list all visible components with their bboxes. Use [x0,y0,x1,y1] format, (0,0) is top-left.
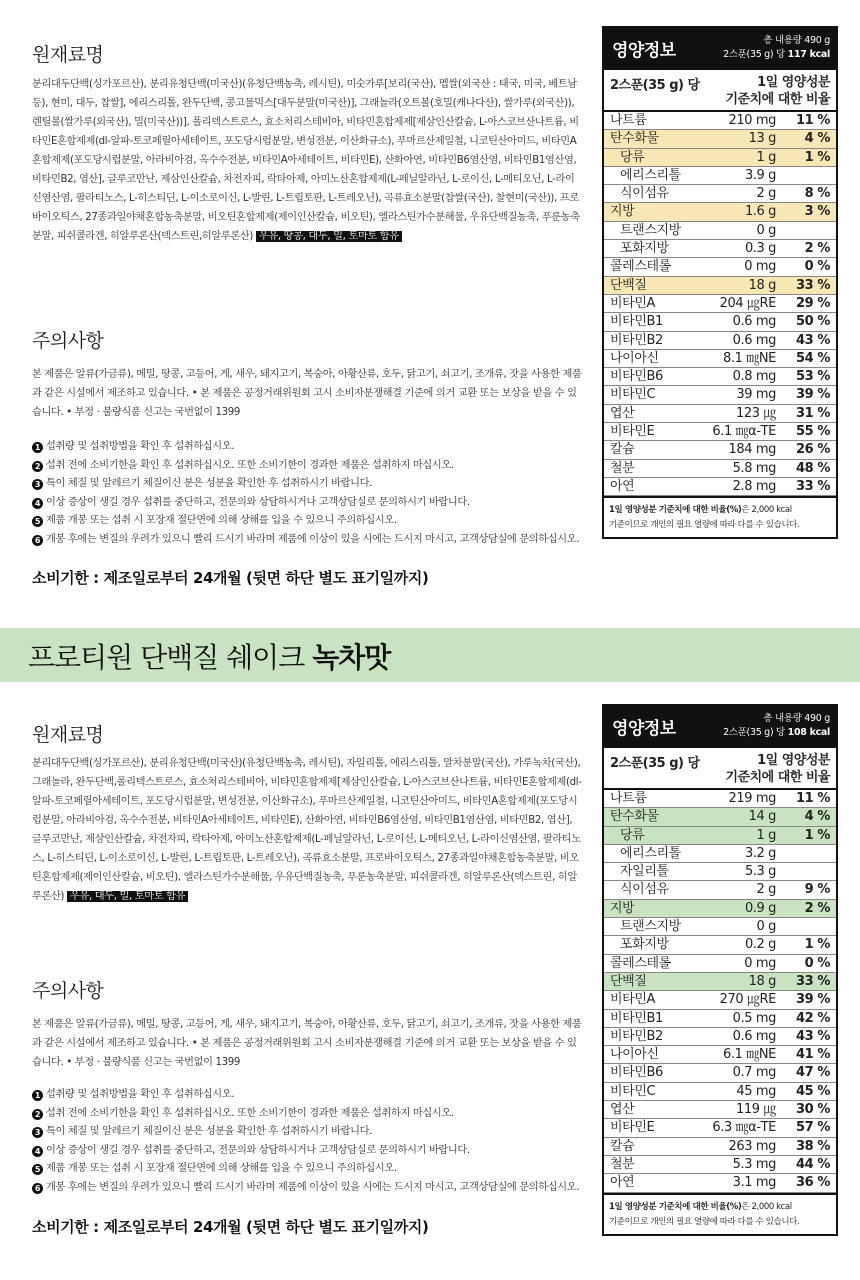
nutrition-header [604,28,836,70]
nutrient-amount: 3.2 g [744,845,776,861]
nutrient-name: 비타민B1 [610,1010,663,1026]
nutrient-row [604,881,836,899]
nutrient-amount: 0 g [756,919,776,935]
nutrient-amount: 6.1 ㎎α-TE [712,424,776,440]
daily-value-label-1: 1일 영양성분 [757,753,830,768]
nutrient-percent: 42 % [795,1010,830,1026]
product-title-band [0,628,860,682]
nutrient-percent: 11 % [795,791,830,806]
nutrient-name: 식이섬유 [620,882,669,898]
nutrient-row [604,918,836,936]
nutrient-row [604,350,836,368]
nutrient-amount: 0 mg [744,955,776,971]
notice-item [32,1179,592,1198]
number-badge: 5 [32,1164,43,1175]
caution-title: 주의사항 [32,330,104,352]
nutrient-name: 비타민B2 [610,332,663,348]
nutrient-row [604,790,836,808]
nutrient-amount: 18 g [748,277,776,293]
nutrient-name: 비타민A [610,295,655,311]
nutrient-amount: 0.7 mg [732,1065,776,1081]
notice-text: 제품 개봉 또는 섭취 시 포장재 절단면에 의해 상해를 입을 수 있으니 주의하십시오. [46,1163,397,1175]
notice-text: 개봉 후에는 변질의 우려가 있으니 빨리 드시기 바라며 제품에 이상이 있을 시에는 드시지 마시고, 고객상담실에 문의하십시오. [46,533,580,545]
nutrient-name: 콜레스테롤 [610,955,671,971]
notice-text: 섭취량 및 섭취방법을 확인 후 섭취하십시오. [46,441,235,452]
nutrient-row [604,368,836,386]
caution-title: 주의사항 [32,980,104,1002]
nutrient-amount: 219 mg [728,791,776,806]
nutrition-subheader [604,70,836,112]
serving-size: 2스푼(35 g) 당 [723,49,788,60]
nutrient-amount: 184 mg [728,442,776,458]
caution-text: 본 제품은 알류(가금류), 메밀, 땅콩, 고등어, 게, 새우, 돼지고기, 복숭아, 아황산류, 호두, 닭고기, 쇠고기, 조개류, 잣을 사용한 제품과 같은 시설에서 제조하고 있습니다. • 본 제품은 공정거래위원회 고시 소비자분쟁해결 기준에 의거 교환 또는 보상을 받을 수 있습니다. • 부정 · 불량식품 신고는 국번없이 1399 [32,1019,582,1068]
nutrient-percent: 0 % [804,259,830,275]
footnote-bold: 1일 영양성분 기준치에 대한 비율(%) [609,505,742,516]
nutrient-name: 나이아신 [610,350,659,366]
footnote-bold: 1일 영양성분 기준치에 대한 비율(%) [609,1201,742,1212]
nutrient-amount: 8.1 ㎎NE [723,350,776,366]
nutrient-row [604,222,836,240]
nutrient-row [604,1138,836,1156]
nutrient-row [604,423,836,441]
expiry-text: 소비기한 : 제조일로부터 24개월 (뒷면 하단 별도 표기일까지) [32,1218,429,1236]
ingredients-title: 원재료명 [32,44,104,66]
nutrient-name: 트랜스지방 [620,919,681,935]
nutrient-row [604,203,836,221]
nutrient-row [604,167,836,185]
nutrient-name: 탄수화물 [610,131,659,147]
nutrient-amount: 0.9 g [744,900,776,916]
nutrient-amount: 204 ㎍RE [719,295,776,311]
nutrient-amount: 14 g [748,809,776,825]
number-badge: 6 [32,535,43,546]
nutrient-amount: 0.6 mg [732,332,776,348]
nutrient-amount: 5.8 mg [732,460,776,476]
notice-item [32,1105,592,1124]
footnote-rest: 은 2,000 kcal [741,505,792,516]
nutrient-percent: 36 % [795,1175,830,1191]
footnote-line-1 [609,503,831,518]
footnote-line-2: 기준이므로 개인의 필요 열량에 따라 다를 수 있습니다. [609,1216,800,1227]
number-badge: 2 [32,1109,43,1120]
ingredients-text [32,75,580,246]
nutrient-percent: 33 % [795,277,830,293]
number-badge: 4 [32,1146,43,1157]
nutrient-amount: 210 mg [728,113,776,128]
footnote-line-1 [609,1200,831,1215]
product-title [28,636,390,676]
ingredients-body: 분리대두단백(싱가포르산), 분리유청단백(미국산)(유청단백농축, 레시틴), 자일리톨, 에리스리톨, 말차분말(국산), 가루녹차(국산), 그래놀라, 완두단백,폴리덱스트로스, 효소처리스테비아, 비타민혼합제제[제삼인산칼슘, L-아스코브산나트륨, 비타민E혼합제제(dl-알파-토코페릴아세테이트, 포도당시럽분말, 변성전분, 이산화규소), 푸마르산제일철, 니코틴산아미드, 비타민A혼합제제(포도당시럽분말, 아라비아검, 옥수수전분, 비타민A아세테이트, 비타민E), 산화아연, 비타민B6염산염, 비타민B1염산염, 비타민B2, 엽산], 글루코만난, 제삼인산칼슘, 차전자피, 락타아제, 아미노산혼합제제(L-페닐알라닌, L-로이신, L-메티오닌, L-라이신염산염, 팔라티노스, L-히스티딘, L-이소로이신, L-발린, L-트립토판, L-트레오닌), 곡류효소분말, 프로바이오틱스, 27종과일야채혼합농축분말, 비오틴혼합제제(제이인산칼슘, 비오틴), 엘라스틴가수분해물, 우유단백질농축, 푸룬농축분말, 피쉬콜라겐, 히알루론산(덱스트린, 히알루론산) [32,758,582,902]
number-badge: 1 [32,442,43,453]
nutrient-row [604,991,836,1009]
nutrient-name: 엽산 [610,405,635,421]
nutrient-name: 비타민B1 [610,314,663,330]
notice-item [32,531,592,550]
nutrient-amount: 13 g [748,131,776,147]
nutrient-name: 지방 [610,900,635,916]
notice-text: 이상 증상이 생길 경우 섭취를 중단하고, 전문의와 상담하시거나 고객상담실로 문의하시기 바랍니다. [46,1144,470,1156]
footnote-line-2: 기준이므로 개인의 필요 열량에 따라 다를 수 있습니다. [609,520,800,531]
nutrient-percent: 45 % [795,1083,830,1099]
nutrient-amount: 2 g [756,186,776,202]
daily-value-label [725,752,830,786]
nutrient-percent: 2 % [804,241,830,257]
nutrient-percent: 48 % [795,460,830,476]
nutrient-amount: 0.5 mg [732,1010,776,1026]
nutrient-row [604,827,836,845]
nutrient-amount: 0.6 mg [732,314,776,330]
notice-text: 섭취량 및 섭취방법을 확인 후 섭취하십시오. [46,1089,235,1100]
nutrient-row [604,808,836,826]
number-badge: 1 [32,1090,43,1101]
footnote-rest: 은 2,000 kcal [741,1201,792,1212]
nutrient-name: 비타민E [610,1120,655,1136]
notice-text: 특이 체질 및 알레르기 체질이신 분은 성분을 확인한 후 섭취하시기 바랍니다. [46,478,372,490]
notice-item [32,1160,592,1179]
product-title-flavor: 녹차맛 [312,641,391,674]
nutrient-row [604,313,836,331]
nutrient-percent: 29 % [795,295,830,311]
nutrient-row [604,973,836,991]
nutrient-amount: 1.6 g [744,204,776,220]
number-badge: 4 [32,498,43,509]
notice-item [32,438,592,457]
nutrient-row [604,1028,836,1046]
nutrient-name: 탄수화물 [610,809,659,825]
nutrient-name: 에리스리톨 [620,167,681,183]
product-title-regular: 프로티원 단백질 쉐이크 [28,641,313,674]
nutrient-row [604,936,836,954]
nutrient-amount: 1 g [756,827,776,843]
nutrient-name: 비타민C [610,1083,656,1099]
nutrient-name: 철분 [610,1156,635,1172]
nutrition-header [604,706,836,748]
nutrient-row [604,332,836,350]
nutrient-name: 지방 [610,204,635,220]
nutrient-percent: 4 % [804,131,830,147]
daily-value-label-2: 기준치에 대한 비율 [725,770,830,785]
nutrient-amount: 5.3 g [744,864,776,880]
notice-text: 개봉 후에는 변질의 우려가 있으니 빨리 드시기 바라며 제품에 이상이 있을 시에는 드시지 마시고, 고객상담실에 문의하십시오. [46,1181,580,1193]
ingredients-text [32,754,582,906]
nutrient-name: 비타민B6 [610,1065,663,1081]
nutrient-name: 당류 [620,149,645,165]
nutrient-amount: 119 ㎍ [736,1102,776,1118]
nutrient-amount: 123 ㎍ [736,405,776,421]
nutrient-name: 아연 [610,478,635,494]
nutrient-row [604,1046,836,1064]
nutrient-name: 비타민B2 [610,1028,663,1044]
nutrient-amount: 0.3 g [744,241,776,257]
nutrient-amount: 6.3 ㎎α-TE [712,1120,776,1136]
nutrient-row [604,1119,836,1137]
nutrient-row [604,1101,836,1119]
notice-item [32,512,592,531]
nutrient-row [604,1174,836,1192]
nutrient-amount: 1 g [756,149,776,165]
caution-text: 본 제품은 알류(가금류), 메밀, 땅콩, 고등어, 게, 새우, 돼지고기, 복숭아, 아황산류, 호두, 닭고기, 쇠고기, 조개류, 잣을 사용한 제품과 같은 시설에서 제조하고 있습니다. • 본 제품은 공정거래위원회 고시 소비자분쟁해결 기준에 의거 교환 또는 보상을 받을 수 있습니다. • 부정 · 불량식품 신고는 국번없이 1399 [32,369,582,418]
nutrition-facts-panel [602,704,838,1236]
nutrient-row [604,1064,836,1082]
nutrition-meta [723,712,830,740]
nutrient-percent: 8 % [804,186,830,202]
nutrient-amount: 0.8 mg [732,369,776,385]
allergen-badge: 우유, 땅콩, 대두, 밀, 토마토 함유 [256,231,402,242]
notice-text: 섭취 전에 소비기한을 확인 후 섭취하십시오. 또한 소비기한이 경과한 제품은 섭취하지 마십시오. [46,1107,454,1119]
nutrient-amount: 5.3 mg [732,1156,776,1172]
nutrient-amount: 0 mg [744,259,776,275]
nutrient-row [604,900,836,918]
nutrient-percent: 54 % [795,350,830,366]
nutrient-percent: 38 % [795,1138,830,1154]
nutrient-name: 칼슘 [610,442,635,458]
expiry-text: 소비기한 : 제조일로부터 24개월 (뒷면 하단 별도 표기일까지) [32,569,429,587]
notice-list [32,438,592,550]
number-badge: 5 [32,516,43,527]
daily-value-label [725,74,830,108]
nutrient-name: 나트륨 [610,791,647,806]
nutrient-percent: 39 % [795,992,830,1008]
nutrient-name: 당류 [620,827,645,843]
serving-label: 2스푼(35 g) 당 [610,78,700,93]
notice-item [32,457,592,476]
nutrient-amount: 0 g [756,222,776,238]
product-info-section-2 [0,682,860,1272]
nutrient-name: 포화지방 [620,241,669,257]
nutrient-amount: 18 g [748,973,776,989]
nutrient-row [604,295,836,313]
notice-item [32,1123,592,1142]
nutrition-facts-panel [602,26,838,539]
nutrient-percent: 1 % [804,937,830,953]
nutrient-row [604,478,836,496]
nutrition-title: 영양정보 [612,41,676,61]
ingredients-body: 분리대두단백(싱가포르산), 분리유청단백(미국산)(유청단백농축, 레시틴), 미숫가루[보리(국산), 멥쌀(외국산 : 태국, 미국, 베트남 등), 현미, 대두, 찹쌀], 에리스리톨, 완두단백, 콩고물믹스[대두분말(미국산)], 그래놀라(오트볼(호밀(캐나다산), 쌀가루(외국산)), 렌틸볼(쌀가루(외국산), 밀(미국산))], 폴리덱스트로스, 효소처리스테비아, 비타민혼합제제[제삼인산칼슘, L-아스코브산나트륨, 비타민E혼합제제(dl-알파-토코페릴아세테이트, 포도당시럽분말, 변성전분, 이산화규소), 푸마르산제일철, 니코틴산아미드, 비타민A혼합제제(포도당시럽분말, 아라비아검, 옥수수전분, 비타민A아세테이트, 비타민E), 산화아연, 비타민B6염산염, 비타민B1염산염, 비타민B2, 엽산], 글루코만난, 제삼인산칼슘, 차전자피, 락타아제, 아미노산혼합제제(L-페닐알라닌, L-로이신, L-메티오닌, L-라이신염산염, 팔라티노스, L-히스티딘, L-이소로이신, L-발린, L-트립토판, L-트레오닌), 곡류효소분말(찹쌀(국산), 찰현미(국산)), 프로바이오틱스, 27종과일야채혼합농축분말, 비오틴혼합제제(제이인산칼슘, 비오틴), 엘라스틴가수분해물, 우유단백질농축, 푸룬농축분말, 피쉬콜라겐, 히알루론산(덱스트린,히알루론산) [32,79,580,242]
notice-list [32,1086,592,1198]
nutrition-subheader [604,748,836,790]
nutrient-name: 비타민B6 [610,369,663,385]
nutrient-percent: 30 % [795,1102,830,1118]
allergen-badge: 우유, 대두, 밀, 토마토 함유 [67,891,188,902]
nutrient-name: 단백질 [610,973,647,989]
nutrient-row [604,386,836,404]
nutrient-amount: 270 ㎍RE [719,992,776,1008]
nutrient-row [604,460,836,478]
calories: 117 kcal [787,49,830,60]
notice-item [32,475,592,494]
nutrition-footnote [604,496,836,537]
nutrient-amount: 2.8 mg [732,478,776,494]
nutrient-name: 콜레스테롤 [610,259,671,275]
total-content: 총 내용량 490 g [763,713,830,724]
notice-item [32,1142,592,1161]
nutrient-percent: 50 % [795,314,830,330]
nutrient-percent: 9 % [804,882,830,898]
nutrient-row [604,277,836,295]
nutrient-percent: 33 % [795,478,830,494]
daily-value-label-2: 기준치에 대한 비율 [725,92,830,107]
nutrient-amount: 2 g [756,882,776,898]
nutrient-percent: 33 % [795,973,830,989]
nutrient-amount: 0.6 mg [732,1028,776,1044]
nutrient-row [604,258,836,276]
nutrient-percent: 26 % [795,442,830,458]
nutrient-percent: 2 % [804,900,830,916]
nutrient-percent: 3 % [804,204,830,220]
nutrient-amount: 45 mg [736,1083,776,1099]
nutrient-row [604,863,836,881]
nutrition-meta [723,34,830,62]
nutrient-percent: 1 % [804,149,830,165]
nutrient-percent: 31 % [795,405,830,421]
nutrient-name: 비타민A [610,992,655,1008]
serving-size: 2스푼(35 g) 당 [723,727,788,738]
nutrient-percent: 43 % [795,1028,830,1044]
nutrient-percent: 0 % [804,955,830,971]
nutrient-name: 아연 [610,1175,635,1191]
nutrient-percent: 57 % [795,1120,830,1136]
nutrient-amount: 39 mg [736,387,776,403]
nutrient-name: 철분 [610,460,635,476]
nutrient-name: 나이아신 [610,1047,659,1063]
nutrient-name: 비타민C [610,387,656,403]
number-badge: 2 [32,461,43,472]
nutrient-percent: 39 % [795,387,830,403]
serving-kcal [723,726,830,740]
nutrient-row [604,112,836,130]
total-content: 총 내용량 490 g [763,35,830,46]
nutrient-name: 나트륨 [610,113,647,128]
nutrient-row [604,441,836,459]
nutrient-name: 자일리톨 [620,864,669,880]
nutrient-name: 식이섬유 [620,186,669,202]
serving-kcal [723,48,830,62]
nutrient-percent: 53 % [795,369,830,385]
calories: 108 kcal [787,727,830,738]
nutrition-footnote [604,1193,836,1234]
nutrient-row [604,1156,836,1174]
nutrient-row [604,130,836,148]
nutrient-percent: 41 % [795,1047,830,1063]
product-info-section-1 [0,0,860,612]
nutrient-name: 비타민E [610,424,655,440]
nutrient-row [604,955,836,973]
nutrient-percent: 4 % [804,809,830,825]
number-badge: 6 [32,1183,43,1194]
nutrient-amount: 263 mg [728,1138,776,1154]
number-badge: 3 [32,479,43,490]
notice-text: 제품 개봉 또는 섭취 시 포장재 절단면에 의해 상해를 입을 수 있으니 주의하십시오. [46,515,397,527]
notice-text: 섭취 전에 소비기한을 확인 후 섭취하십시오. 또한 소비기한이 경과한 제품은 섭취하지 마십시오. [46,459,454,471]
nutrient-amount: 3.1 mg [732,1175,776,1191]
nutrient-row [604,845,836,863]
nutrient-row [604,185,836,203]
nutrient-percent: 47 % [795,1065,830,1081]
nutrient-row [604,405,836,423]
nutrient-name: 에리스리톨 [620,845,681,861]
nutrient-amount: 3.9 g [744,167,776,183]
number-badge: 3 [32,1127,43,1138]
nutrient-percent: 1 % [804,827,830,843]
nutrient-name: 포화지방 [620,937,669,953]
daily-value-label-1: 1일 영양성분 [757,75,830,90]
nutrient-amount: 0.2 g [744,937,776,953]
nutrient-name: 단백질 [610,277,647,293]
nutrient-percent: 44 % [795,1156,830,1172]
notice-item [32,494,592,513]
ingredients-title: 원재료명 [32,724,104,746]
nutrient-name: 칼슘 [610,1138,635,1154]
notice-text: 이상 증상이 생길 경우 섭취를 중단하고, 전문의와 상담하시거나 고객상담실로 문의하시기 바랍니다. [46,496,470,508]
nutrient-row [604,1010,836,1028]
nutrient-percent: 55 % [795,424,830,440]
nutrient-amount: 6.1 ㎎NE [723,1047,776,1063]
nutrient-percent: 43 % [795,332,830,348]
notice-text: 특이 체질 및 알레르기 체질이신 분은 성분을 확인한 후 섭취하시기 바랍니다. [46,1126,372,1138]
nutrient-row [604,1083,836,1101]
serving-label: 2스푼(35 g) 당 [610,756,700,771]
nutrient-name: 엽산 [610,1102,635,1118]
nutrient-row [604,240,836,258]
nutrition-title: 영양정보 [612,719,676,739]
nutrient-percent: 11 % [795,113,830,128]
nutrient-name: 트랜스지방 [620,222,681,238]
nutrient-row [604,149,836,167]
notice-item [32,1086,592,1105]
